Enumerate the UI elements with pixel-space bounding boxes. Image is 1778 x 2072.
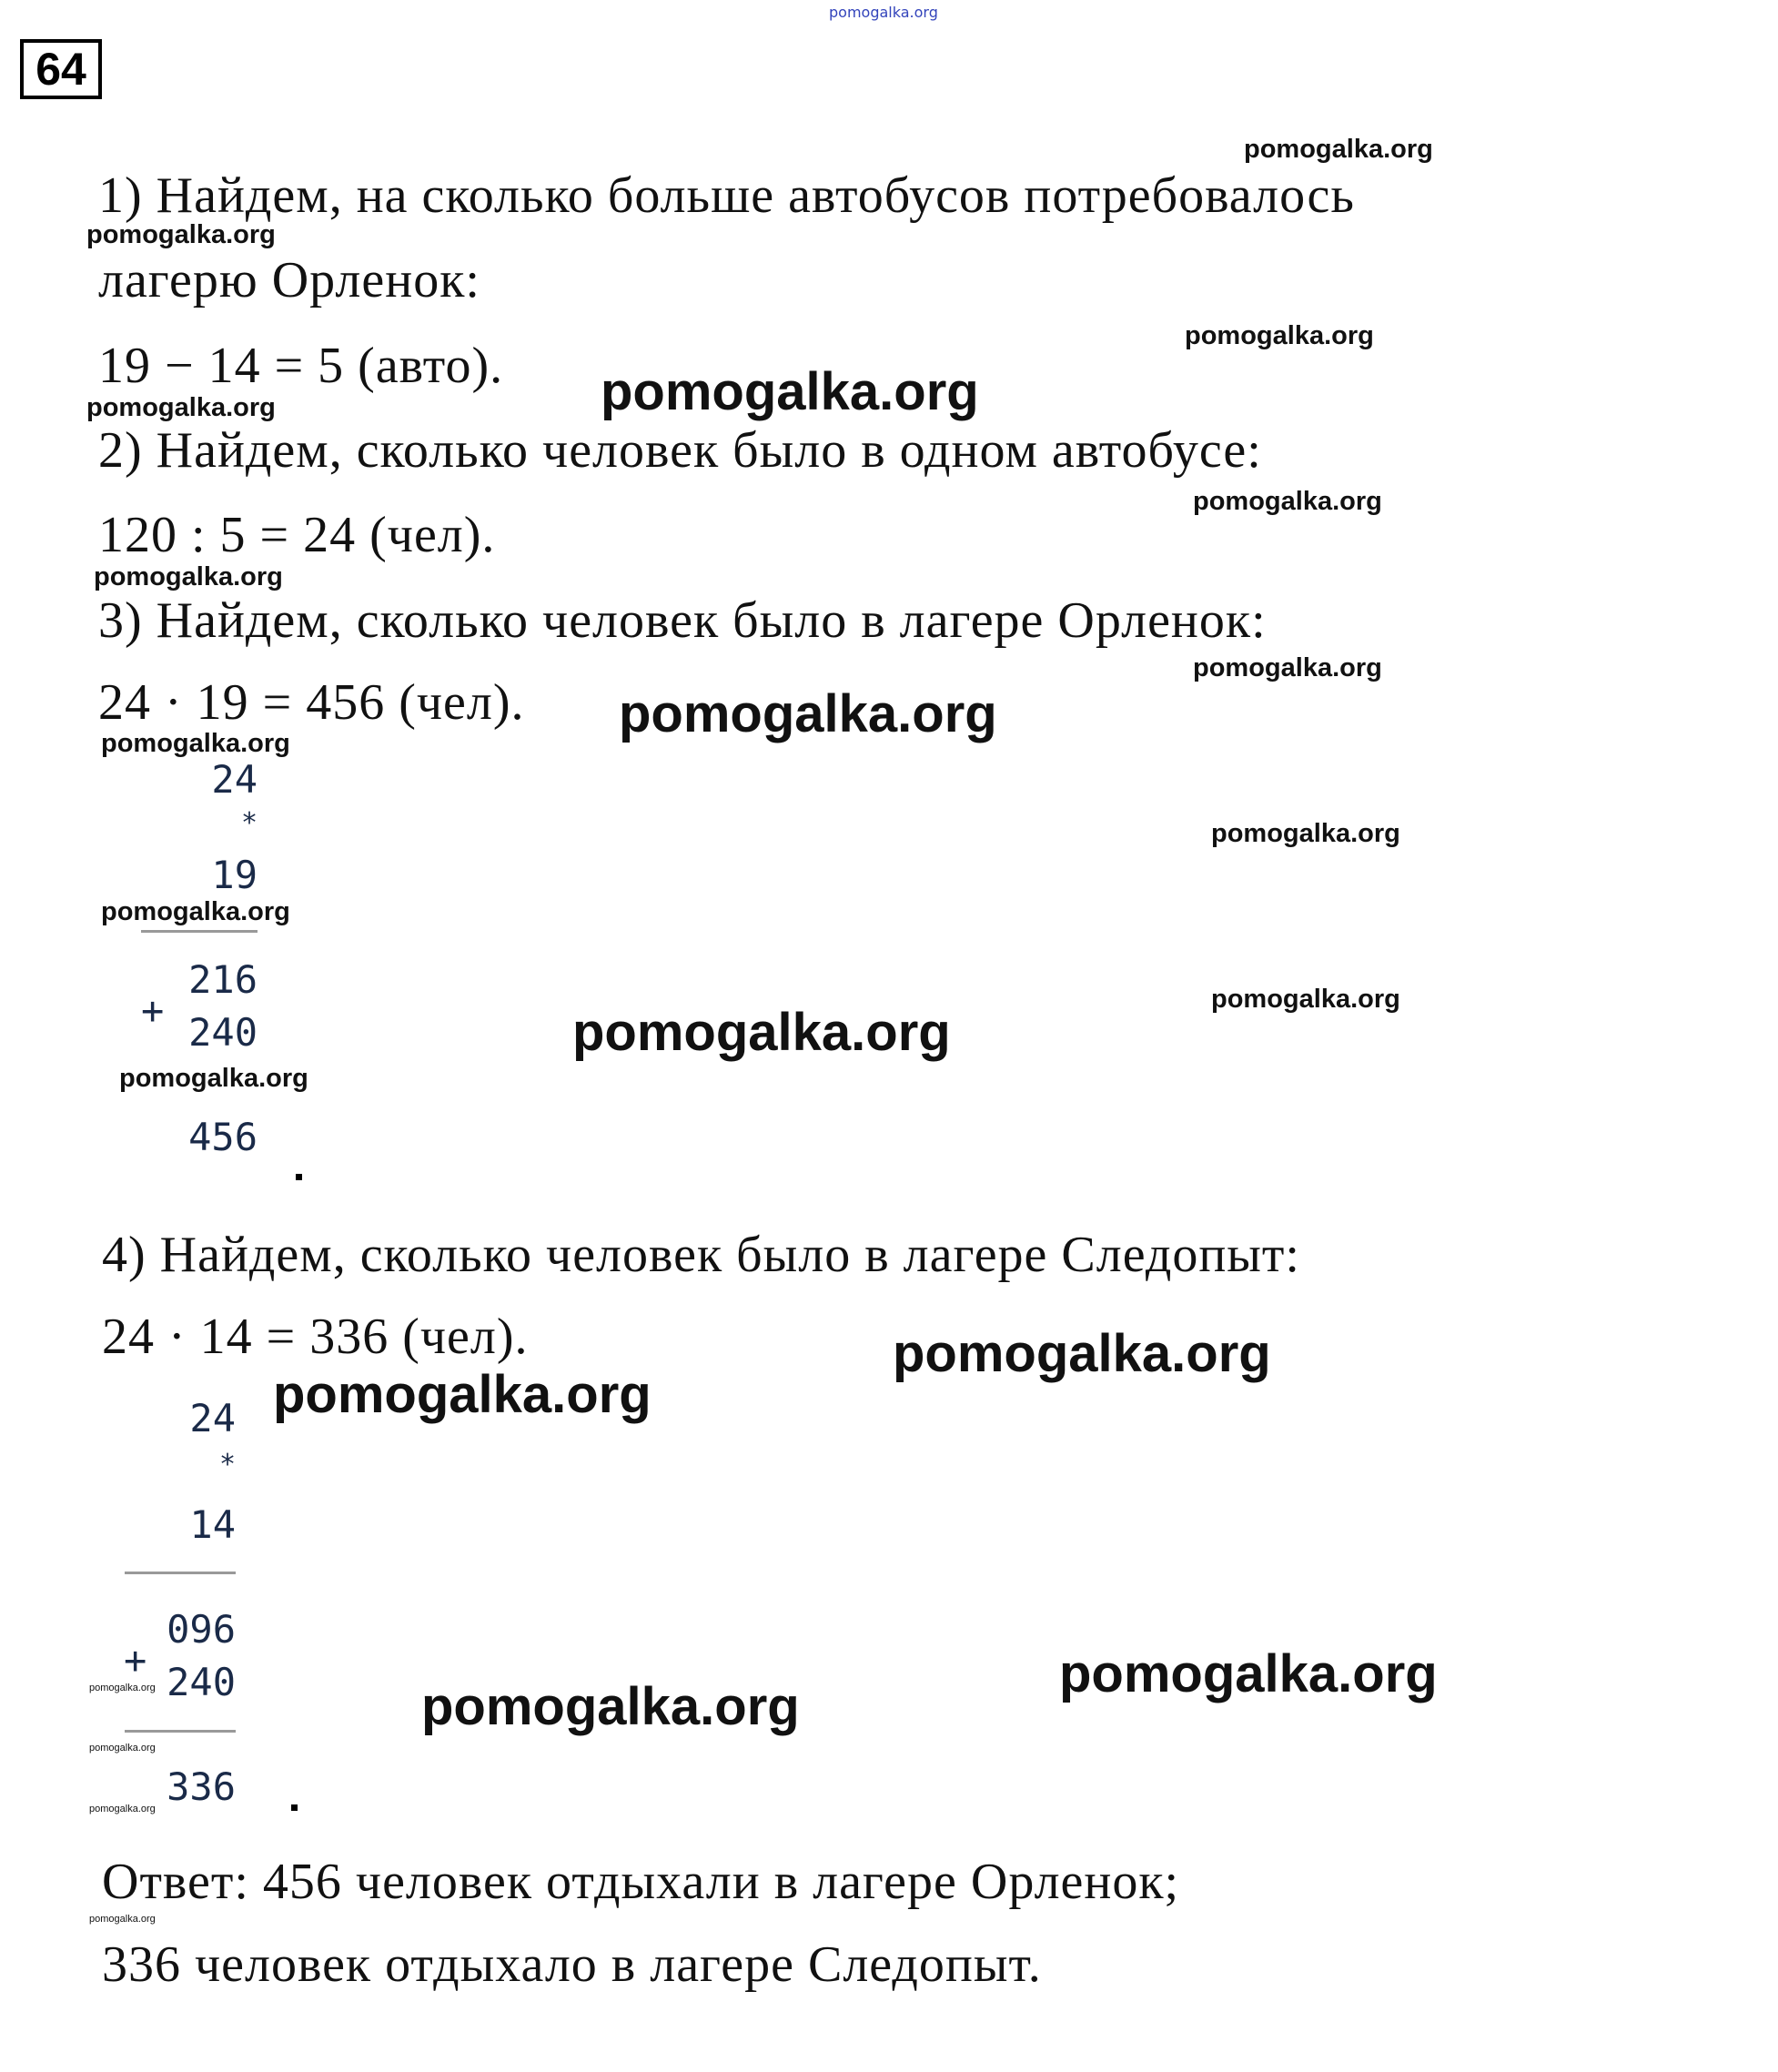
watermark-tiny: pomogalka.org	[89, 1914, 156, 1925]
col1-period	[296, 1174, 302, 1180]
col1-multiplicand: 24	[211, 757, 258, 802]
watermark: pomogalka.org	[101, 729, 290, 758]
step3-text: 3) Найдем, сколько человек было в лагере Орленок:	[98, 592, 1267, 649]
step3-calc: 24 · 19 = 456 (чел).	[98, 674, 525, 731]
step1-calc: 19 − 14 = 5 (авто).	[98, 338, 504, 394]
watermark: pomogalka.org	[1185, 321, 1374, 350]
col2-operator: *	[218, 1449, 236, 1481]
watermark: pomogalka.org	[86, 220, 276, 249]
col1-partial2: 240	[188, 1010, 258, 1055]
col1-result: 456	[188, 1115, 258, 1159]
watermark: pomogalka.org	[101, 897, 290, 926]
watermark-large: pomogalka.org	[572, 1003, 951, 1062]
col2-rule	[125, 1572, 236, 1574]
col1-multiplier: 19	[211, 853, 258, 897]
step1-text: 1) Найдем, на сколько больше автобусов потребовалось	[98, 167, 1355, 224]
col2-plus: +	[124, 1638, 147, 1683]
watermark: pomogalka.org	[1211, 985, 1400, 1014]
step4-text: 4) Найдем, сколько человек было в лагере Следопыт:	[102, 1227, 1300, 1283]
step2-calc: 120 : 5 = 24 (чел).	[98, 507, 496, 563]
col2-period	[291, 1804, 298, 1811]
step1-text-cont: лагерю Орленок:	[98, 252, 480, 308]
col2-result: 336	[167, 1764, 236, 1809]
watermark-large: pomogalka.org	[421, 1677, 800, 1736]
step4-calc: 24 · 14 = 336 (чел).	[102, 1309, 529, 1365]
watermark: pomogalka.org	[1193, 487, 1382, 516]
watermark: pomogalka.org	[1244, 135, 1433, 164]
answer-line1: Ответ: 456 человек отдыхали в лагере Орленок;	[102, 1854, 1180, 1910]
answer-line2: 336 человек отдыхало в лагере Следопыт.	[102, 1936, 1042, 1993]
problem-number: 64	[20, 39, 102, 99]
watermark-large: pomogalka.org	[893, 1324, 1271, 1383]
col2-partial1: 096	[167, 1607, 236, 1652]
col2-multiplicand: 24	[189, 1396, 236, 1440]
watermark: pomogalka.org	[86, 393, 276, 422]
watermark: pomogalka.org	[119, 1064, 308, 1093]
watermark: pomogalka.org	[1193, 653, 1382, 682]
col1-rule	[141, 930, 258, 933]
header-watermark: pomogalka.org	[829, 4, 938, 21]
col2-partial2: 240	[167, 1660, 236, 1704]
watermark-tiny: pomogalka.org	[89, 1743, 156, 1754]
step2-text: 2) Найдем, сколько человек было в одном автобусе:	[98, 422, 1262, 479]
col1-operator: *	[240, 807, 258, 839]
col2-rule-2	[125, 1730, 236, 1733]
col1-plus: +	[141, 988, 165, 1033]
watermark-large: pomogalka.org	[273, 1365, 652, 1424]
watermark-large: pomogalka.org	[1059, 1644, 1438, 1703]
watermark-large: pomogalka.org	[619, 684, 997, 743]
watermark: pomogalka.org	[1211, 819, 1400, 848]
watermark-tiny: pomogalka.org	[89, 1804, 156, 1814]
col2-multiplier: 14	[189, 1502, 236, 1547]
watermark-tiny: pomogalka.org	[89, 1683, 156, 1693]
watermark: pomogalka.org	[94, 562, 283, 591]
col1-partial1: 216	[188, 957, 258, 1002]
watermark-large: pomogalka.org	[601, 362, 979, 421]
